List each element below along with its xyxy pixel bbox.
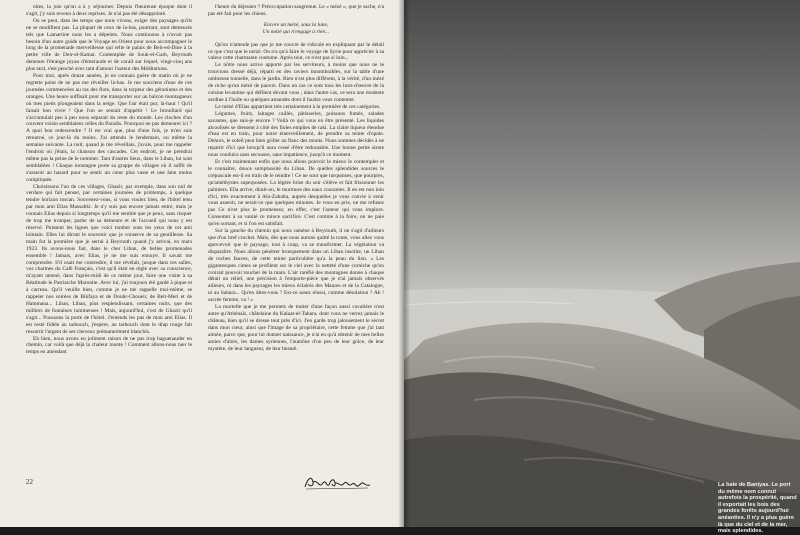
paragraph: Le nôtre nous arrive apporté par les serviteurs, à moins que nous ne le trouvions dressé déjà, réparti en des raviers innombrables, sur la table d'une ombreuse tonnelle, dans le jardin. Rien n'est plus différent, à la vérité, d'un mézé de riche qu'un mézé de pauvre. Dans un cas ce sont tous les hors-d'œuvre de la cuisine levantine qui défilent devant vous ; dans l'autre cas, ce sera une modeste sardine à l'huile ou quelques amandes dont il faudra vous contenter. xyxy=(208,62,384,103)
author-signature xyxy=(302,474,374,492)
paragraph: Eh bien, nous avons eu joliment raison de ne pas trop baguenauder en chemin, car voilà que déjà la chaleur monte ! Comment allons-nous tuer le temps en attendant xyxy=(26,335,192,356)
paragraph: Le mézé d'Elias appartient très certainement à la première de ces catégories. xyxy=(215,103,381,110)
verse-line: Un mézé qui n'engage à rien... xyxy=(262,28,330,35)
right-page xyxy=(404,0,800,535)
verse-line: Encore un mézé, sous la lune, xyxy=(263,21,329,28)
text-column-1 xyxy=(26,4,192,356)
paragraph: La mortelle que je me permets de traiter d'une façon aussi cavalière n'est autre qu'Athénaïs, châtelaine du Kalaat-el-Tahara, dont vous ne verrez jamais le château, bien qu'il se dresse tout près d'ici. J'en garde trop jalousement le secret dans mon cœur, ainsi que l'image de sa propriétaire, cette femme que j'ai tant aimée, parce que, pour lui donner naissance, je n'ai eu qu'à obtenir de mes belles amies d'alors, les dames syriennes, l'aumône d'un peu de leur grâce, de leur mystère, de leur langueur, de leur beauté. xyxy=(208,304,384,352)
text-column-2 xyxy=(208,4,384,352)
binding-gutter xyxy=(398,0,410,527)
paragraph: Pour moi, après douze années, je ne connais guère de matin où je ne regrette point de ne pas me réveiller là-bas. Je me souviens d'une de ces journées commencées au ras des flots, dans la torpeur des géraniums et des oranges. Une heure suffisait pour me transporter sur un balcon montagneux où mes pieds plongeaient dans la neige. Que l'air était pur, là-haut ! Qu'il faisait bon vivre ! Que l'on se sentait d'appétit ! Le brouillard qui s'accumulait peu à peu nous séparait du reste du monde. Les cloches d'un couvent voisin semblaient celles du Paradis. Pourquoi ne pas demeurer ici ? A quoi bon redescendre ? Il est vrai que, plus d'une fois, je m'en suis retourné, ce jour-là du moins. J'ai attendu le lendemain, ou même la semaine suivante. La nuit, quand je me réveillais, j'avais, pour me rappeler l'endroit où j'étais, la chanson des cascades. Cet endroit, je ne prendrai même pas la peine de le nommer. Tant d'autres lieux, dans le Liban, lui sont semblables ! Chaque montagne porte sa grappe de villages où il suffit de s'asseoir au hasard pour se sentir un cœur plus vaste et une âme moins compliquée. xyxy=(26,73,192,183)
paragraph: Légumes, fruits, laitages caillés, pâtisseries, poissons fumés, salades savantes, que sais-je encore ? Voilà ce qui vous en être présenté. Les liquides alcoolisés se dressent à côté des fioles emplies de raki. La claire liqueur étendue d'eau est en train, pour notre émerveillement, de prendre sa teinte d'opale. Dehors, le soleil peut bien griller au flanc des monts. Nous sommes décidés à ne repartir d'ici que lorsqu'il aura cessé d'être redoutable. Une bonne petite sieste nous conduira sans secousse, sans impatience, jusqu'à ce moment. xyxy=(208,110,384,159)
paragraph: nites, la joie qu'on a à y séjourner. Depuis l'heureuse époque dont il s'agit, j'y suis revenu à deux reprises. Je n'ai pas été désappointé. xyxy=(26,4,192,17)
paragraph: Et c'est maintenant enfin que nous allons pouvoir le mieux le contempler et le connaître, douce somptuosité du Liban. De quelles splendides sources le crépuscule est-il en train de le teindre ! Ce ne sont que turquoises, que pourpres, qu'améthystes superposées. La légère brise du soir s'élève et fait frissonner les palmiers. Ella arrive, dirait-on, le murmure des eaux courantes. Il en est non loin d'ici, très exactement à Aïn-Zahalta, auprès desquelles je vous convie à venir vous asseoir, ne serait-ce que quelques minutes. Je vous en prie, ne me refusez pas Ce n'est plus le promeneur, en effet, c'est l'auteur qui vous implore. Consentez à sa vanité ce mince sacrifice. C'est comme à la foire, on ne paie qu'en sortant, et si l'on est satisfait. xyxy=(208,159,384,228)
paragraph: l'heure du déjeuner ? Préoccupation saugrenue. Le « mézé », que je sache, n'a pas été fait pour les chiens. xyxy=(208,4,384,17)
paragraph: Sur la gauche du chemin qui nous ramène à Beyrouth, il ne s'agit d'ailleurs que d'un bref crochet. Mais, dès que nous aurons quitté la route, vous allez vous apercevoir que le paysage, tout à coup, va se transformer. La végétation va disparaître. Nous allons pénétrer brusquement dans un Liban insolite, un Liban de roches fauves, de cette teinte particulière qu'a la peau du lion. « Les gigantesques cimes se profilent sur le ciel avec la netteté d'une corniche qu'on croirait pouvoir toucher de la main. L'air raréfié des montagnes donne à chaque détail un relief, une précision à l'emporte-pièce que je n'ai jamais observés ailleurs, ni dans les paysages les mieux éclairés des Maures et de la Catalogne, ni au Sahara... Qu'en dites-vous ? Est-ce assez réussi, comme désolation ? Ah ! sacrée femme, va ! » xyxy=(208,228,384,304)
paragraph: Qu'on n'attende pas que je me couvre de ridicule en expliquant par le détail ce que c'est que le mézé. On n'a qu'à faire le voyage de Syrie pour apprécier à sa valeur cette charmante coutume. Après tout, ce n'est pas si loin... xyxy=(208,41,384,62)
paragraph: On se peut, dans les temps que nous vivons, exiger des paysages qu'ils ne se modifient pas. La plupart de ceux de la-bas, pourtant, sont demeurés tels que Lamartine nous les a dépeints. Nous continuons à n'avoir pas besoin d'un autre guide que le Voyage en Orient pour nous accompagner le long de la promenade merveilleuse qui relie le palais de Beit-ed-Dine à la petite ville de Deir-el-Kamar. Contemplée de Souk-el-Garb, Beyrouth demeure l'étrange joyau d'émeraude et de corail sur lequel, vingt-cinq ans plus tard, s'est penché avec tant d'amour l'auteur des Méditations. xyxy=(26,17,192,73)
left-page xyxy=(0,0,404,527)
verse-quote xyxy=(208,22,384,36)
landscape-photo xyxy=(404,0,800,527)
photo-caption: La baie de Baniyas. Le port du même nom connut autrefois la prospérité, quand il exportait les bois des grandes forêts aujourd'hui anéanties. Il n'y a plus guère là que du ciel et de la mer, mais splendides. xyxy=(718,482,797,535)
paragraph: Choisissons l'un de ces villages, Ghazir, par exemple, dans son nid de verdure qui fait penser, par certaines journées de printemps, à quelque tendre horizon toscan. Souvenez-vous, si vous voulez bien, de l'hôtel tenu par mon ami Elias Massabki. Je n'y suis pas encore jamais entré, mais je connais Elias depuis si longtemps qu'il me semble que je peux, sans risquer de trop me tromper, parler de sa demeure et de l'accueil qui nous y est réservé. Puissent les lignes que voici tomber sous les yeux de cet ami lointain. Elles lui diront le souvenir que je conserve de sa gentillesse. Sa main fut la première que je serrai à Beyrouth quand j'y arrivai, en mars 1923. Ils avons-nous fait, dans le cher Liban, de belles promenades ensemble ! Jamais, avec Elias, je ne me suis ennuyé. Il savait me comprendre. S'il osait me contredire, il me révélait, jusque dans ces salles, vos charmes du Café Français, c'est qu'il était en règle avec sa conscience, m'ayant amené, dans l'après-midi de ce même jour, faire une visite à sa Béatitude le Patriarche Maronite. Avec lui, j'ai toujours été gardé à pique et à carreau. Qu'il veuille bien, comme je ne me rappelle moi-même, se rappeler nos soirées de Bikfaya et de Douhr-Choueir, de Beit-Meri et de Hammana... Liban, Liban, plus resplendissant, certaines nuits, que des milliers de fontaines lumineuses ! Mais, aujourd'hui, c'est de Ghazir qu'il s'agit... Poussons la porte de l'hôtel. J'entends les pas de mon ami Elias. Il est resté fidèle au tarbouch, j'espère, au tarbouch dont le drap rouge fait ressortir l'argent de ses cheveux prématurément blanchis. xyxy=(26,183,192,335)
page-number: 22 xyxy=(26,478,33,486)
